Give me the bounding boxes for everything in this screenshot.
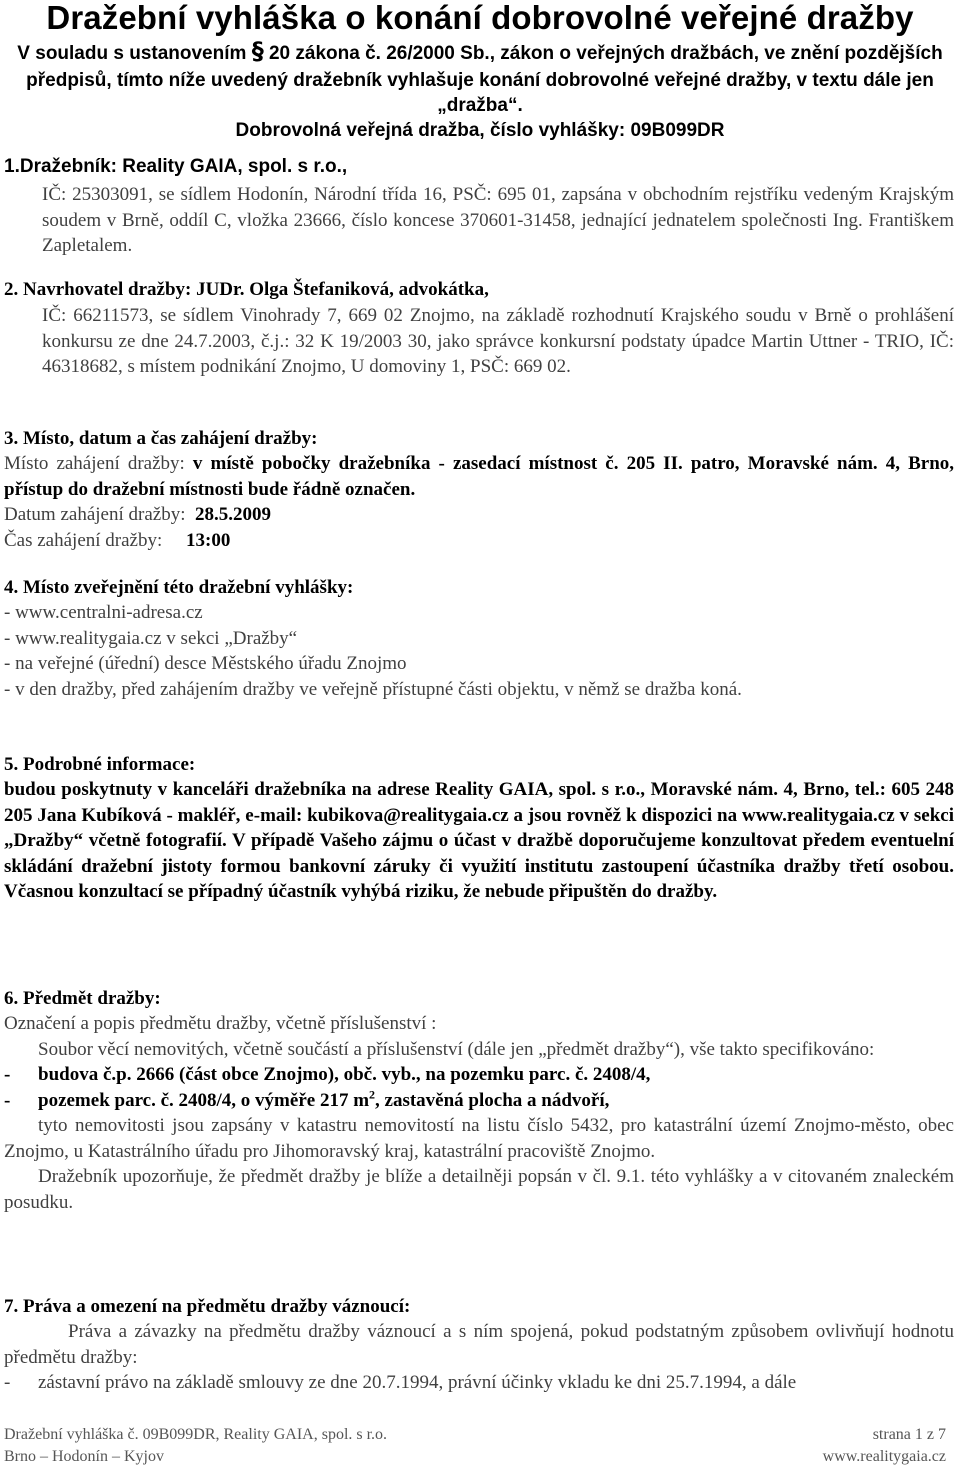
date-value: 28.5.2009: [194, 504, 271, 526]
subject-item-building: - budova č.p. 2666 (část obce Znojmo), obč. vyb., na pozemku parc. č. 2408/4,: [4, 1064, 651, 1086]
subject-intro: Soubor věcí nemovitých, včetně součástí a příslušenství (dále jen „předmět dražby“), vše takto specifikováno:: [38, 1038, 875, 1060]
section-2-text: IČ: 66211573, se sídlem Vinohrady 7, 669 02 Znojmo, na základě rozhodnutí Krajského soudu v Brně o prohlášení konkursu ze dne 24.7.2003, č.j.: 32 K 19/2003 30, jako správce konkursní podstaty úpadce Martin Uttner - TRIO, IČ: 46318682, s místem podnikání Znojmo, U domoviny 1, PSČ: 669 02.: [42, 305, 954, 378]
page-number: strana 1 z 7: [872, 1426, 946, 1443]
section-7-heading: 7. Práva a omezení na předmětu dražby váznoucí:: [4, 1296, 411, 1317]
publication-item: - na veřejné (úřední) desce Městského úřadu Znojmo: [4, 653, 407, 675]
intro-part2: 20 zákona č. 26/2000 Sb., zákon o veřejných dražbách, ve znění pozdějších předpisů, tímto níže uvedený dražebník vyhlašuje konání dobrovolné veřejné dražby, v textu dále jen „dražba“.: [26, 43, 943, 116]
rights-item: - zástavní právo na základě smlouvy ze dne 20.7.1994, právní účinky vkladu ke dni 25.7.1994, a dále: [4, 1372, 797, 1394]
footer-website-link[interactable]: www.realitygaia.cz: [822, 1447, 946, 1465]
section-rights: [4, 1294, 954, 1396]
section-1-text: IČ: 25303091, se sídlem Hodonín, Národní třída 16, PSČ: 695 01, zapsána v obchodním rejstříku vedeným Krajským soudem v Brně, oddíl C, vložka 23666, číslo koncese 370601-31458, jednající jednatelem společnosti Ing. Františkem Zapletalem.: [42, 184, 954, 257]
time-label: Čas zahájení dražby:: [4, 529, 163, 551]
publication-item: - www.centralni-adresa.cz: [4, 602, 203, 624]
section-5-heading: 5. Podrobné informace:: [4, 754, 196, 775]
publication-item: - www.realitygaia.cz v sekci „Dražby“: [4, 627, 298, 649]
place-label: Místo zahájení dražby:: [4, 453, 185, 475]
section-place-date: [4, 426, 954, 553]
auction-place: [4, 451, 954, 502]
subject-cadastre: tyto nemovitosti jsou zapsány v katastru nemovitostí na listu číslo 5432, pro katastrální území Znojmo-město, obec Znojmo, u Katastrálního úřadu pro Jihomoravský kraj, katastrální pracoviště Znojmo.: [4, 1115, 954, 1162]
document-title: Dražební vyhláška o konání dobrovolné veřejné dražby: [46, 0, 914, 36]
section-auctioneer: [4, 154, 954, 259]
subject-label: Označení a popis předmětu dražby, včetně příslušenství :: [4, 1013, 437, 1035]
intro-part1: V souladu s ustanovením: [17, 43, 247, 64]
subject-note: Dražebník upozorňuje, že předmět dražby je blíže a detailněji popsán v čl. 9.1. této vyhlášky a v citovaném znaleckém posudku.: [4, 1166, 954, 1213]
publication-list: [4, 600, 954, 702]
section-proposer: [4, 277, 954, 380]
place-value: v místě pobočky dražebníka - zasedací místnost č. 205 II. patro, Moravské nám. 4, Brno, přístup do dražební místnosti bude řádně označen.: [4, 453, 955, 500]
section-6-heading: 6. Předmět dražby:: [4, 988, 161, 1009]
paragraph-sign: §: [251, 37, 264, 65]
legal-intro: [5, 36, 955, 118]
rights-text: Práva a závazky na předmětu dražby váznoucí a s ním spojená, pokud podstatným způsobem ovlivňují hodnotu předmětu dražby:: [4, 1321, 954, 1368]
auction-number: Dobrovolná veřejná dražba, číslo vyhlášky: 09B099DR: [235, 120, 725, 141]
date-label: Datum zahájení dražby:: [4, 504, 186, 526]
section-subject: [4, 986, 954, 1215]
footer-branches: Brno – Hodonín – Kyjov: [4, 1447, 164, 1465]
section-publication: [4, 575, 954, 702]
time-value: 13:00: [186, 529, 231, 551]
auction-time: [4, 528, 954, 553]
section-3-heading: 3. Místo, datum a čas zahájení dražby:: [4, 428, 318, 449]
publication-item: - v den dražby, před zahájením dražby ve veřejně přístupné části objektu, v němž se dražba koná.: [4, 678, 742, 700]
page-footer: [4, 1424, 954, 1467]
auction-date: [4, 502, 954, 527]
footer-right: [823, 1424, 946, 1467]
footer-doc-ref: Dražební vyhláška č. 09B099DR, Reality GAIA, spol. s r.o.: [4, 1426, 388, 1443]
section-4-heading: 4. Místo zveřejnění této dražební vyhlášky:: [4, 577, 354, 598]
section-details: [4, 752, 954, 905]
section-2-heading: 2. Navrhovatel dražby: JUDr. Olga Štefaniková, advokátka,: [4, 279, 489, 300]
details-text: budou poskytnuty v kanceláři dražebníka na adrese Reality GAIA, spol. s r.o., Moravské nám. 4, Brno, tel.: 605 248 205 Jana Kubíková - makléř, e-mail: kubikova@realitygaia.cz a jsou rovněž k dispozici na www.realitygaia.cz v sekci „Dražby“ včetně fotografií. V případě Vašeho zájmu o účast v dražbě doporučujeme konzultovat předem eventuelní skládání dražební jistoty formou bankovní záruky či využití institutu zastoupení účastníka dražby třetí osobou. Včasnou konzultací se případný účastník vyhýbá riziku, že nebude připuštěn do dražby.: [4, 779, 954, 903]
subject-item-land: - pozemek parc. č. 2408/4, o výměře 217 $m^2$, zastavěná plocha a nádvoří,: [4, 1087, 610, 1111]
section-1-heading: 1.Dražebník: Reality GAIA, spol. s r.o.,: [4, 156, 348, 177]
